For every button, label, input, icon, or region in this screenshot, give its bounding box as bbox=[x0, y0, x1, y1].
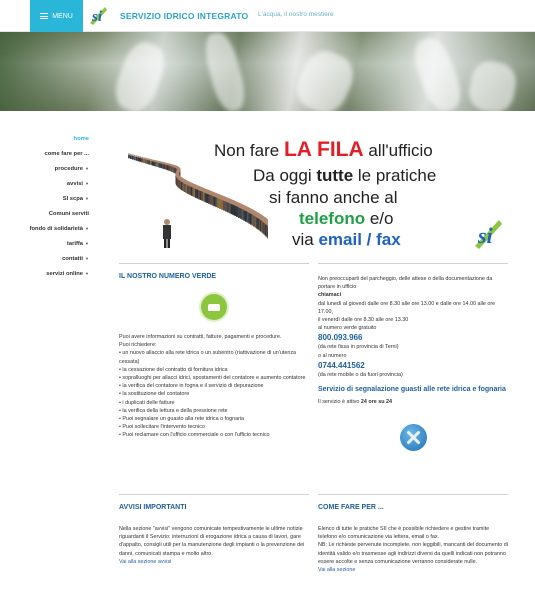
numero-verde-title: IL NOSTRO NUMERO VERDE bbox=[119, 273, 217, 280]
promo-poster bbox=[119, 130, 509, 258]
list-item: • sopralluoghi per allacci idrici, spostamenti del contatore e aumento contatore bbox=[119, 375, 306, 382]
avvisi-title: AVVISI IMPORTANTI bbox=[119, 504, 187, 511]
sidebar-item-6[interactable] bbox=[20, 221, 92, 236]
list-item: • la sostituzione del contatore bbox=[119, 391, 190, 398]
come-fare-text: Elenco di tutte le pratiche SII che è possibile richiedere e gestire tramite telefono e/o comunicazione via lettera, email o fax. NB: Le richieste pervenute incomplete, non leggibili, mancanti del documento di identità valido e/o trasmesse agli indirizzi diversi da quelli indicati non potranno essere accolte e senza comunicazione verranno considerate nulle. Vai alla sezione bbox=[318, 526, 508, 574]
numero-verde-section bbox=[119, 263, 309, 440]
numero-verde-text: Puoi avere informazioni su contratti, fatture, pagamenti e procedure. Puoi richiedere: • un nuovo allaccio alla rete idrica o un subentro (riattivazione di un'utenza cessata) • la cessazione del contratto di fornitura idrica • sopralluoghi per allacci idrici, spostamenti del contatore e aumento contatore • la verifica del contatore in fogna e il servizio di depurazione • la sostituzione del contatore • i duplicati delle fatture • la verifica della lettura e della pressione rete • Puoi segnalare un guasto alla rete idrica o fognaria • Puoi sollecitare l'intervento tecnico • Puoi reclamare con l'ufficio commerciale o con l'ufficio tecnico bbox=[119, 333, 309, 440]
contatti-note-1: (da rete fissa in provincia di Terni) o al numero bbox=[318, 344, 399, 359]
sidebar-item-7[interactable] bbox=[20, 236, 92, 251]
come-fare-section bbox=[318, 494, 508, 574]
sidebar-item-1[interactable] bbox=[20, 146, 92, 161]
sidebar-item-label: servizi online bbox=[46, 270, 84, 277]
si-logo-poster bbox=[472, 216, 504, 252]
list-item: • Puoi reclamare con l'ufficio commerciale o con l'ufficio tecnico bbox=[119, 432, 270, 439]
tools-icon bbox=[400, 424, 427, 451]
divider bbox=[119, 494, 309, 495]
poster-line-2: Da oggi tutte le pratiche bbox=[253, 166, 437, 185]
poster-line-3: si fanno anche al bbox=[269, 188, 398, 207]
avvisi-section bbox=[119, 494, 309, 566]
list-item: • la verifica del contatore in fogna e il servizio di depurazione bbox=[119, 383, 264, 390]
divider bbox=[318, 494, 508, 495]
guasti-text: Il servizio è attivo 24 ore su 24 bbox=[318, 399, 393, 406]
logo-text: si bbox=[92, 9, 103, 25]
list-item: • la verifica della lettura e della pressione rete bbox=[119, 407, 228, 414]
caret-down-icon: ▼ bbox=[85, 271, 89, 276]
numero-verde-phone[interactable]: 800.093.966 bbox=[318, 333, 363, 343]
sidebar-item-label: Comuni serviti bbox=[48, 210, 89, 217]
sidebar-item-0[interactable] bbox=[20, 131, 92, 146]
list-item: • Puoi sollecitare l'intervento tecnico bbox=[119, 424, 205, 431]
menu-button[interactable] bbox=[30, 0, 83, 32]
sidebar-item-label: tariffa bbox=[66, 240, 84, 247]
top-bar bbox=[0, 0, 535, 32]
guasti-title: Servizio di segnalazione guasti alle rete idrica e fognaria bbox=[318, 386, 506, 394]
avvisi-text: Nella sezione "avvisi" vengono comunicate tempestivamente le ultime notizie riguardanti il Servizio: interruzioni di erogazione idrica a causa di lavori, gare d'appalto, consigli utili per la manutenzione degli impianti o la prevenzione dei danni, comunicati stampa e molto altro. Vai alla sezione avvisi bbox=[119, 525, 309, 566]
contatti-note-2: (da rete mobile o da fuori provincia) bbox=[318, 371, 403, 378]
come-fare-link[interactable]: Vai alla sezione bbox=[318, 567, 356, 574]
sidebar-item-9[interactable] bbox=[20, 266, 92, 281]
caret-down-icon: ▼ bbox=[85, 226, 89, 231]
hamburger-icon bbox=[40, 12, 48, 21]
tagline: L'acqua, il nostro mestiere bbox=[258, 11, 334, 18]
avvisi-link[interactable]: Vai alla sezione avvisi bbox=[119, 558, 172, 565]
contatti-section bbox=[318, 263, 508, 451]
sidebar-item-label: fondo di solidarietà bbox=[29, 225, 84, 232]
list-item: • i duplicati delle fatture bbox=[119, 399, 175, 406]
poster-line-1: Non fare LA FILA all'ufficio bbox=[214, 138, 433, 161]
caret-down-icon: ▼ bbox=[85, 181, 89, 186]
site-title[interactable]: SERVIZIO IDRICO INTEGRATO bbox=[120, 11, 249, 21]
sidebar-item-5[interactable] bbox=[20, 206, 92, 221]
phone-icon bbox=[201, 294, 227, 320]
si-logo[interactable] bbox=[88, 4, 109, 27]
sidebar-item-label: contatti bbox=[62, 255, 84, 262]
sidebar-item-label: home bbox=[73, 135, 89, 142]
poster-logo-text: si bbox=[478, 223, 493, 248]
divider bbox=[119, 263, 309, 264]
sidebar-item-label: avvisi bbox=[66, 180, 84, 187]
mobile-phone-number[interactable]: 0744.441562 bbox=[318, 360, 365, 370]
list-item: • Puoi segnalare un guasto alla rete idrica o fognaria bbox=[119, 416, 245, 423]
sidebar-item-label: SI scpa bbox=[62, 195, 84, 202]
list-item: • la cessazione del contratto di fornitura idrica bbox=[119, 366, 228, 373]
menu-label: MENU bbox=[52, 12, 73, 20]
poster-line-4: telefono e/o bbox=[299, 209, 394, 228]
divider bbox=[318, 263, 508, 264]
sidebar-item-2[interactable] bbox=[20, 161, 92, 176]
sidebar-item-4[interactable] bbox=[20, 191, 92, 206]
contatti-text: Non preoccuparti del parcheggio, delle attese o della documentazione da portare in ufficio chiamaci dal lunedì al giovedì dalle ore 8.30 alle ore 13.00 e dalle ore 14.00 alle ore 17.00, il venerdì dalle ore 8.30 alle ore 13.30 al numero verde gratuito bbox=[318, 276, 496, 332]
sidebar-item-label: procedure bbox=[54, 165, 84, 172]
waterfall-banner-image bbox=[0, 32, 535, 111]
caret-down-icon: ▼ bbox=[85, 256, 89, 261]
sidebar-item-8[interactable] bbox=[20, 251, 92, 266]
sidebar-item-label: come fare per ... bbox=[44, 150, 89, 157]
caret-down-icon: ▼ bbox=[85, 241, 89, 246]
list-item: • un nuovo allaccio alla rete idrica o un subentro (riattivazione di un'utenza cessata) bbox=[119, 350, 297, 365]
come-fare-title: COME FARE PER ... bbox=[318, 504, 384, 511]
caret-down-icon: ▼ bbox=[85, 166, 89, 171]
sidebar-item-3[interactable] bbox=[20, 176, 92, 191]
poster-line-5: via email / fax bbox=[292, 230, 401, 249]
caret-down-icon: ▼ bbox=[85, 196, 89, 201]
sidebar-nav bbox=[20, 131, 92, 281]
